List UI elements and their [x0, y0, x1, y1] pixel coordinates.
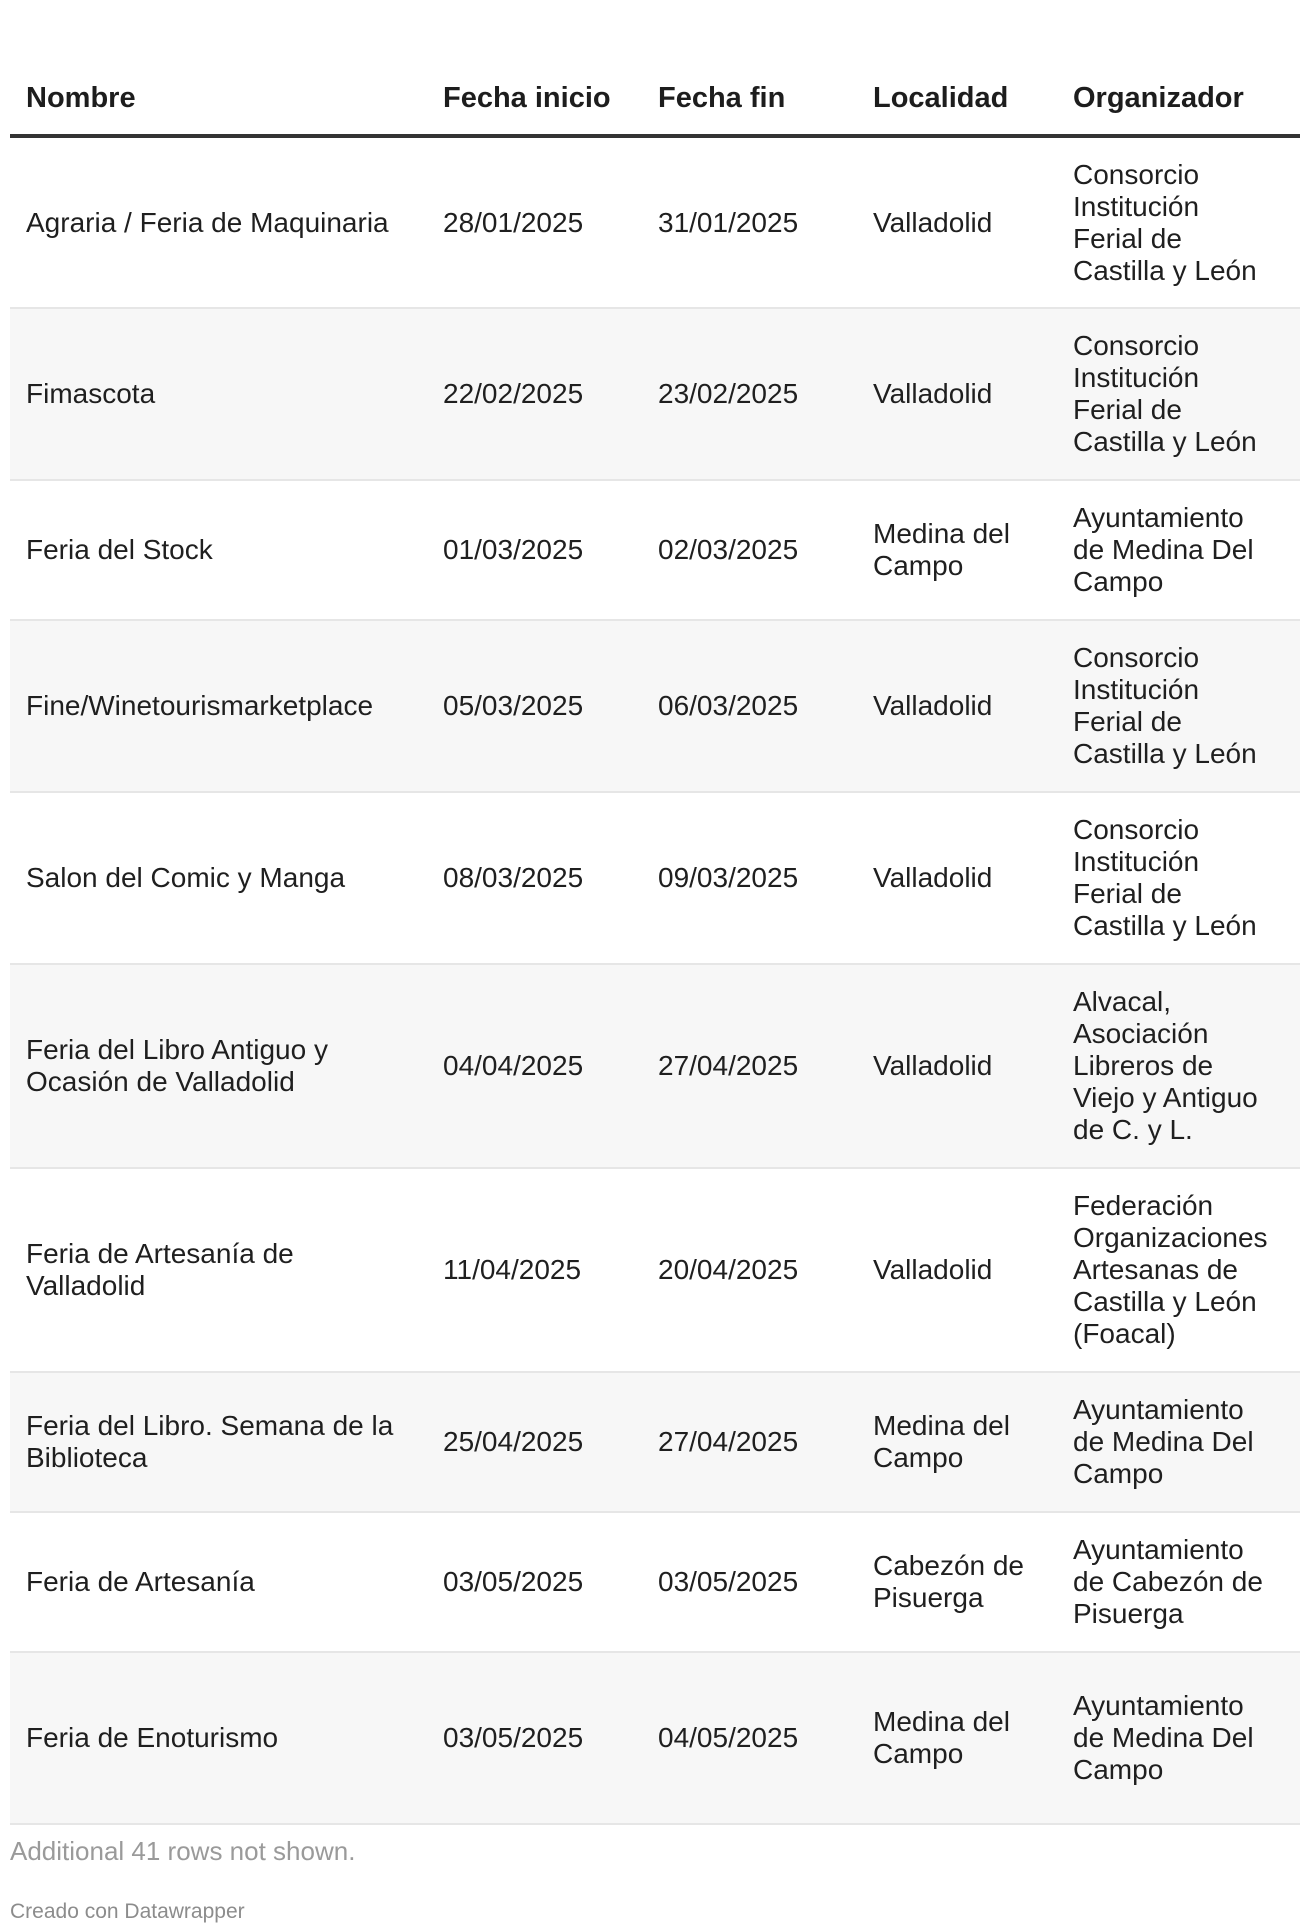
- organizador-line: Pisuerga: [1073, 1598, 1184, 1629]
- organizador-line: Castilla y León: [1073, 738, 1257, 769]
- cell-fecha-inicio: 08/03/2025: [427, 792, 642, 964]
- cell-nombre: Salon del Comic y Manga: [10, 792, 427, 964]
- organizador-line: Ayuntamiento: [1073, 1534, 1244, 1565]
- cell-fecha-inicio: 28/01/2025: [427, 136, 642, 308]
- organizador-line: Castilla y León: [1073, 254, 1257, 286]
- cell-nombre: Feria de Enoturismo: [10, 1652, 427, 1824]
- organizador-line: Institución: [1073, 190, 1200, 222]
- table-row: [10, 964, 1300, 1168]
- organizador-line: Ayuntamiento: [1073, 1394, 1244, 1425]
- cell-localidad: Cabezón de Pisuerga: [857, 1512, 1057, 1652]
- cell-localidad: Medina del Campo: [857, 1372, 1057, 1512]
- organizador-line: Ferial de: [1073, 706, 1182, 737]
- organizador-line: Ayuntamiento: [1073, 502, 1244, 533]
- cell-organizador: [1057, 1168, 1300, 1372]
- organizador-line: Castilla y León: [1073, 1286, 1257, 1317]
- cell-nombre: Feria del Libro Antiguo y Ocasión de Valladolid: [10, 964, 427, 1168]
- cell-fecha-fin: 06/03/2025: [642, 620, 857, 792]
- table-row: [10, 1372, 1300, 1512]
- table-container: [10, 0, 1268, 1825]
- cell-organizador: [1057, 792, 1300, 964]
- cell-nombre: Agraria / Feria de Maquinaria: [10, 136, 427, 308]
- organizador-line: Campo: [1073, 566, 1164, 597]
- organizador-line: Institución: [1073, 846, 1200, 877]
- organizador-line: Consorcio: [1073, 814, 1200, 845]
- organizador-line: Ayuntamiento: [1073, 1690, 1244, 1721]
- table-row: [10, 136, 1300, 308]
- organizador-line: Campo: [1073, 1754, 1164, 1785]
- cell-fecha-fin: 04/05/2025: [642, 1652, 857, 1824]
- organizador-line: Institución: [1073, 362, 1200, 393]
- ferias-table: [10, 0, 1300, 1825]
- organizador-line: de Medina Del: [1073, 1722, 1254, 1753]
- cell-fecha-inicio: 03/05/2025: [427, 1512, 642, 1652]
- cell-organizador: [1057, 1512, 1300, 1652]
- organizador-line: Viejo y Antiguo: [1073, 1082, 1258, 1113]
- header-localidad[interactable]: Localidad: [857, 0, 1057, 136]
- cell-fecha-fin: 31/01/2025: [642, 136, 857, 308]
- organizador-line: Ferial de: [1073, 394, 1182, 425]
- header-fecha-inicio[interactable]: Fecha inicio: [427, 0, 642, 136]
- organizador-line: Consorcio: [1073, 330, 1200, 361]
- cell-organizador: [1057, 1372, 1300, 1512]
- organizador-line: Consorcio: [1073, 642, 1200, 673]
- cell-localidad: Medina del Campo: [857, 480, 1057, 620]
- cell-localidad: Valladolid: [857, 620, 1057, 792]
- organizador-line: Campo: [1073, 1458, 1164, 1489]
- organizador-line: Organizaciones: [1073, 1222, 1268, 1253]
- header-nombre[interactable]: Nombre: [10, 0, 427, 136]
- cell-fecha-fin: 23/02/2025: [642, 308, 857, 480]
- cell-localidad: Medina del Campo: [857, 1652, 1057, 1824]
- cell-fecha-inicio: 01/03/2025: [427, 480, 642, 620]
- cell-localidad: Valladolid: [857, 792, 1057, 964]
- table-row: [10, 1652, 1300, 1824]
- cell-fecha-fin: 03/05/2025: [642, 1512, 857, 1652]
- table-header-row: [10, 0, 1300, 136]
- organizador-line: Alvacal,: [1073, 986, 1172, 1017]
- table-notes: Additional 41 rows not shown.: [10, 1836, 356, 1866]
- table-row: [10, 480, 1300, 620]
- organizador-line: de Cabezón de: [1073, 1566, 1263, 1597]
- cell-fecha-fin: 27/04/2025: [642, 964, 857, 1168]
- organizador-line: Consorcio: [1073, 158, 1200, 190]
- cell-fecha-fin: 27/04/2025: [642, 1372, 857, 1512]
- table-row: [10, 792, 1300, 964]
- table-body: [10, 136, 1300, 1824]
- organizador-line: Asociación: [1073, 1018, 1209, 1049]
- organizador-line: Castilla y León: [1073, 426, 1257, 457]
- organizador-line: de C. y L.: [1073, 1114, 1193, 1145]
- organizador-line: Ferial de: [1073, 222, 1182, 254]
- organizador-line: de Medina Del: [1073, 1426, 1254, 1457]
- table-row: [10, 1512, 1300, 1652]
- cell-nombre: Feria del Stock: [10, 480, 427, 620]
- organizador-line: (Foacal): [1073, 1318, 1176, 1349]
- cell-fecha-fin: 02/03/2025: [642, 480, 857, 620]
- table-row: [10, 1168, 1300, 1372]
- credit-link[interactable]: Creado con Datawrapper: [10, 1900, 245, 1923]
- cell-organizador: [1057, 1652, 1300, 1824]
- organizador-line: Institución: [1073, 674, 1200, 705]
- cell-fecha-inicio: 04/04/2025: [427, 964, 642, 1168]
- cell-localidad: Valladolid: [857, 1168, 1057, 1372]
- cell-nombre: Feria de Artesanía: [10, 1512, 427, 1652]
- cell-nombre: Feria del Libro. Semana de la Biblioteca: [10, 1372, 427, 1512]
- cell-organizador: [1057, 620, 1300, 792]
- cell-fecha-inicio: 03/05/2025: [427, 1652, 642, 1824]
- header-organizador[interactable]: Organizador: [1057, 0, 1300, 136]
- cell-nombre: Feria de Artesanía de Valladolid: [10, 1168, 427, 1372]
- cell-fecha-fin: 09/03/2025: [642, 792, 857, 964]
- cell-organizador: [1057, 136, 1300, 308]
- cell-fecha-inicio: 05/03/2025: [427, 620, 642, 792]
- cell-nombre: Fimascota: [10, 308, 427, 480]
- organizador-line: Ferial de: [1073, 878, 1182, 909]
- organizador-line: Castilla y León: [1073, 910, 1257, 941]
- cell-fecha-inicio: 11/04/2025: [427, 1168, 642, 1372]
- cell-organizador: [1057, 308, 1300, 480]
- organizador-line: Federación: [1073, 1190, 1214, 1221]
- cell-localidad: Valladolid: [857, 308, 1057, 480]
- cell-organizador: [1057, 480, 1300, 620]
- cell-nombre: Fine/Winetourismarketplace: [10, 620, 427, 792]
- table-row: [10, 620, 1300, 792]
- cell-fecha-fin: 20/04/2025: [642, 1168, 857, 1372]
- cell-localidad: Valladolid: [857, 964, 1057, 1168]
- header-fecha-fin[interactable]: Fecha fin: [642, 0, 857, 136]
- organizador-line: de Medina Del: [1073, 534, 1254, 565]
- cell-fecha-inicio: 25/04/2025: [427, 1372, 642, 1512]
- table-row: [10, 308, 1300, 480]
- organizador-line: Artesanas de: [1073, 1254, 1238, 1285]
- organizador-line: Libreros de: [1073, 1050, 1214, 1081]
- cell-localidad: Valladolid: [857, 136, 1057, 308]
- cell-organizador: [1057, 964, 1300, 1168]
- cell-fecha-inicio: 22/02/2025: [427, 308, 642, 480]
